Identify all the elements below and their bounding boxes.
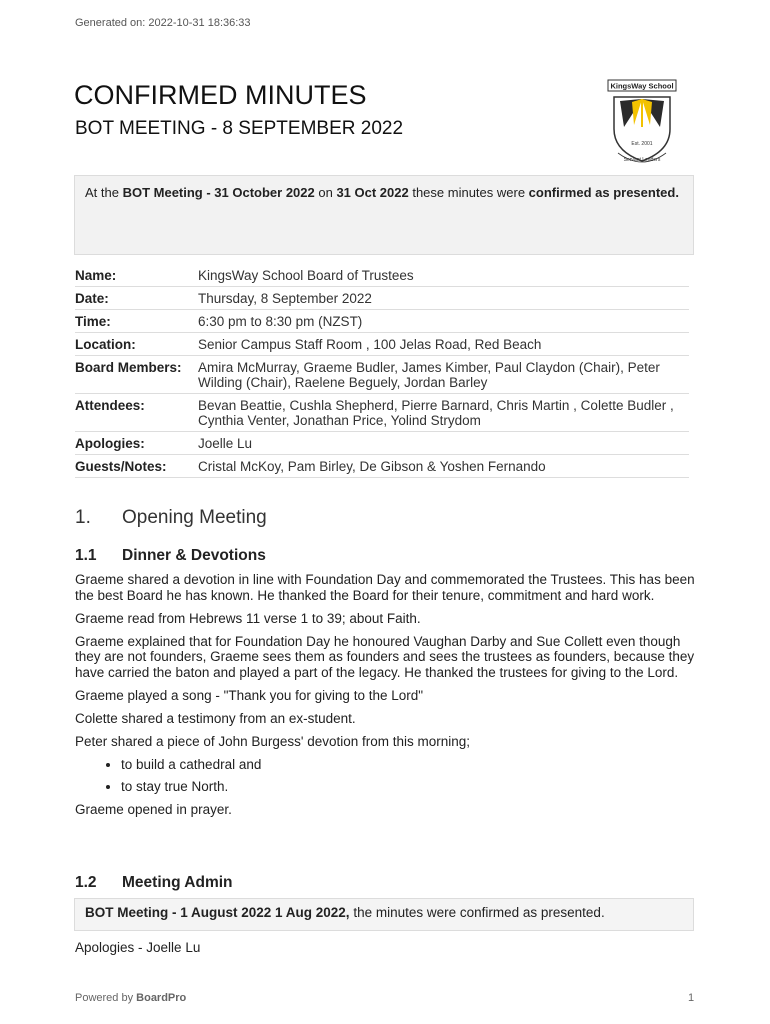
confirm-status: confirmed as presented. — [528, 185, 679, 200]
detail-label: Date: — [75, 291, 109, 306]
list-item: • to build a cathedral and — [121, 757, 695, 773]
confirm-middle: these minutes were — [408, 185, 529, 200]
detail-label: Name: — [75, 268, 117, 283]
detail-label: Time: — [75, 314, 111, 329]
confirm-meeting: BOT Meeting - 31 October 2022 — [122, 185, 315, 200]
subsection-number: 1.2 — [75, 874, 97, 891]
page-title: CONFIRMED MINUTES — [74, 80, 367, 110]
detail-value: Senior Campus Staff Room , 100 Jelas Road, Red Beach — [198, 337, 542, 352]
subsection-title: Dinner & Devotions — [122, 547, 266, 564]
logo-school-name: KingsWay School — [610, 81, 674, 91]
minutes-confirmed-box — [74, 898, 694, 931]
logo-motto: Servant Leaders — [623, 157, 661, 163]
detail-row-attendees — [75, 394, 689, 432]
devotions-body — [75, 572, 695, 825]
apologies-text: Apologies - Joelle Lu — [75, 940, 201, 955]
detail-value: Thursday, 8 September 2022 — [198, 291, 372, 306]
school-crest-logo — [606, 79, 678, 169]
detail-value: Joelle Lu — [198, 436, 253, 451]
footer-powered-label: Powered by — [75, 992, 137, 1004]
admin-box-bold: BOT Meeting - 1 August 2022 1 Aug 2022, — [85, 905, 350, 920]
admin-box-text: the minutes were confirmed as presented. — [349, 905, 605, 920]
subsection-number: 1.1 — [75, 547, 97, 564]
detail-row-time — [75, 310, 689, 333]
section-title: Opening Meeting — [122, 507, 267, 528]
subsection-heading-dinner-devotions — [75, 547, 266, 565]
detail-label: Apologies: — [75, 436, 145, 451]
page-subtitle: BOT MEETING - 8 SEPTEMBER 2022 — [75, 118, 404, 139]
subsection-heading-meeting-admin — [75, 874, 233, 892]
paragraph: Graeme read from Hebrews 11 verse 1 to 39; about Faith. — [75, 610, 421, 626]
detail-value: 6:30 pm to 8:30 pm (NZST) — [198, 314, 363, 329]
page-number: 1 — [688, 992, 695, 1004]
paragraph: Peter shared a piece of John Burgess' devotion from this morning; — [75, 733, 471, 749]
paragraph: Graeme played a song - "Thank you for giving to the Lord" — [75, 687, 424, 703]
footer-powered-by — [75, 992, 186, 1004]
detail-label: Guests/Notes: — [75, 459, 167, 474]
detail-value: KingsWay School Board of Trustees — [198, 268, 414, 283]
detail-row-apologies — [75, 432, 689, 455]
paragraph: Graeme explained that for Foundation Day he honoured Vaughan Darby and Sue Collett even though they are not founders, Graeme sees them as founders and sees the trustees as founders, because they have carried the baton and played a part of the legacy. He thanked the trustees for giving to the Lord. — [75, 633, 695, 680]
detail-label: Attendees: — [75, 398, 145, 413]
detail-label: Location: — [75, 337, 136, 352]
footer-brand: BoardPro — [136, 992, 187, 1004]
section-number: 1. — [75, 507, 91, 528]
detail-row-guests — [75, 455, 689, 478]
bullet-list — [75, 757, 695, 795]
confirm-on: on — [314, 185, 337, 200]
detail-label: Board Members: — [75, 360, 182, 375]
confirm-prefix: At the — [85, 185, 123, 200]
subsection-title: Meeting Admin — [122, 874, 233, 891]
paragraph: Graeme opened in prayer. — [75, 801, 232, 817]
meeting-details-table — [75, 264, 689, 478]
detail-row-location — [75, 333, 689, 356]
paragraph: Graeme shared a devotion in line with Foundation Day and commemorated the Trustees. This has been the best Board he has known. He thanked the Board for their tenure, commitment and hard work. — [75, 572, 695, 603]
detail-row-date — [75, 287, 689, 310]
detail-value: Cristal McKoy, Pam Birley, De Gibson & Yoshen Fernando — [198, 459, 546, 474]
generated-timestamp: Generated on: 2022-10-31 18:36:33 — [75, 17, 251, 29]
paragraph: Colette shared a testimony from an ex-student. — [75, 710, 356, 726]
section-heading-opening-meeting — [75, 507, 267, 529]
logo-est: Est. 2001 — [631, 141, 653, 147]
confirm-date: 31 Oct 2022 — [336, 185, 409, 200]
detail-value: Amira McMurray, Graeme Budler, James Kimber, Paul Claydon (Chair), Peter Wilding (Chair), Raelene Beguely, Jordan Barley — [198, 360, 660, 390]
detail-value: Bevan Beattie, Cushla Shepherd, Pierre Barnard, Chris Martin , Colette Budler , Cynthia Venter, Jonathan Price, Yolind Strydom — [198, 398, 674, 428]
list-item: • to stay true North. — [121, 779, 695, 795]
detail-row-name — [75, 264, 689, 287]
detail-row-board-members — [75, 356, 689, 394]
confirmation-box — [74, 175, 694, 255]
